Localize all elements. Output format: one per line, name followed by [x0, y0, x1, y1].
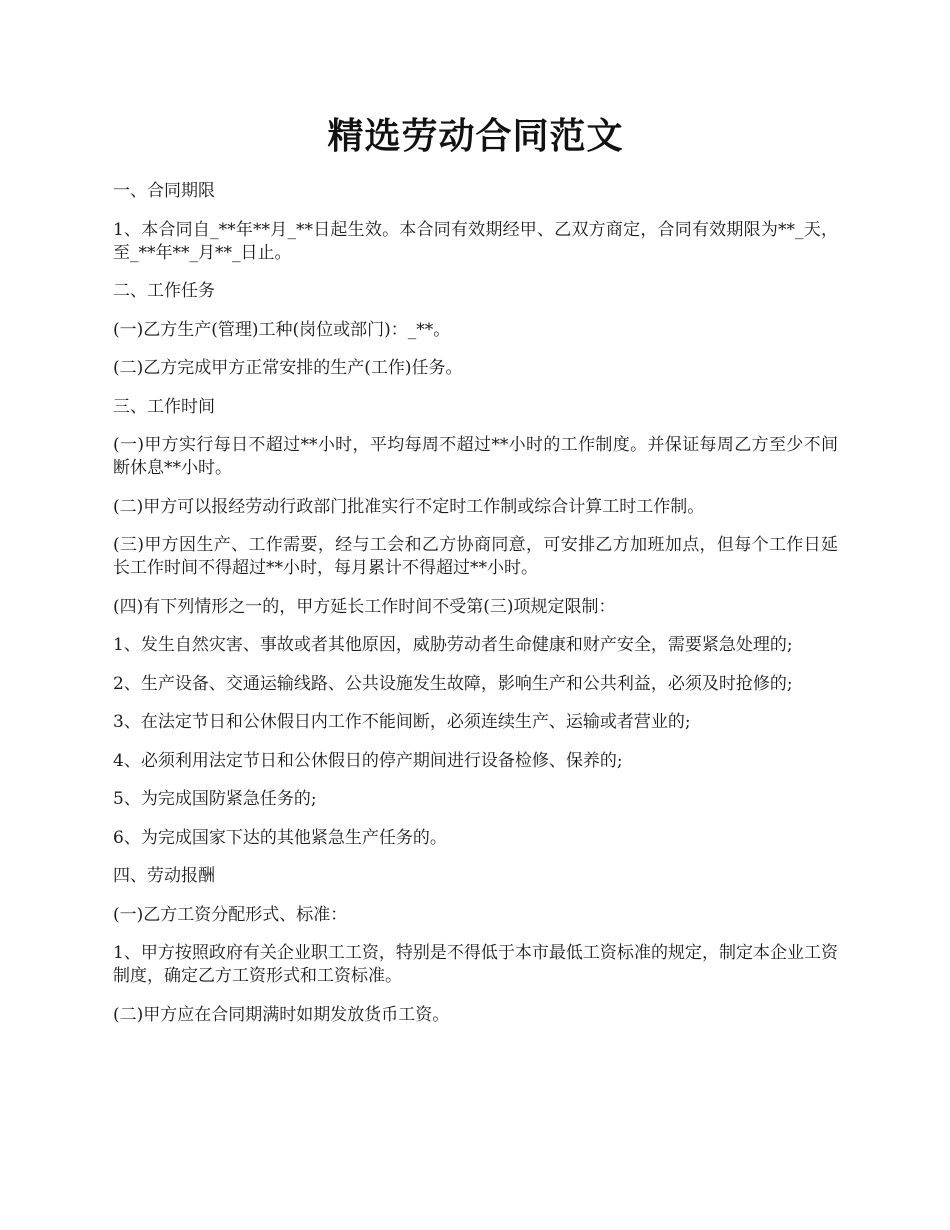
list-item-exception-6: 6、为完成国家下达的其他紧急生产任务的。 [113, 827, 447, 848]
paragraph-pay-standard: 1、甲方按照政府有关企业职工工资，特别是不得低于本市最低工资标准的规定，制定本企业工资制度，确定乙方工资形式和工资标准。 [113, 943, 838, 986]
paragraph-time-clause-3: (三)甲方因生产、工作需要，经与工会和乙方协商同意，可安排乙方加班加点，但每个工作日延长工作时间不得超过**小时，每月累计不得超过**小时。 [113, 535, 838, 578]
paragraph-task-clause-1: (一)乙方生产(管理)工种(岗位或部门)：_**。 [113, 319, 451, 340]
list-item-exception-1: 1、发生自然灾害、事故或者其他原因，威胁劳动者生命健康和财产安全，需要紧急处理的; [113, 635, 793, 655]
section-heading-remuneration: 四、劳动报酬 [113, 866, 215, 886]
document-title: 精选劳动合同范文 [327, 115, 624, 157]
paragraph-pay-clause-2: (二)甲方应在合同期满时如期发放货币工资。 [113, 1004, 450, 1025]
list-item-exception-4: 4、必须利用法定节日和公休假日的停产期间进行设备检修、保养的; [113, 750, 623, 771]
paragraph-time-clause-2: (二)甲方可以报经劳动行政部门批准实行不定时工作制或综合计算工时工作制。 [113, 496, 705, 517]
list-item-exception-5: 5、为完成国防紧急任务的; [113, 789, 317, 809]
section-heading-work-task: 二、工作任务 [113, 281, 215, 301]
paragraph-pay-clause-1: (一)乙方工资分配形式、标准： [113, 904, 348, 925]
section-heading-work-time: 三、工作时间 [113, 396, 215, 417]
paragraph-task-clause-2: (二)乙方完成甲方正常安排的生产(工作)任务。 [113, 358, 463, 378]
section-heading-term: 一、合同期限 [113, 181, 215, 201]
paragraph-term-clause-1: 1、本合同自_**年**月_**日起生效。本合同有效期经甲、乙双方商定，合同有效期限为**_天，至_**年**_月**_日止。 [113, 219, 838, 263]
paragraph-time-clause-1: (一)甲方实行每日不超过**小时，平均每周不超过**小时的工作制度。并保证每周乙方至少不间断休息**小时。 [113, 435, 838, 478]
list-item-exception-2: 2、生产设备、交通运输线路、公共设施发生故障，影响生产和公共利益，必须及时抢修的; [113, 673, 793, 694]
paragraph-time-clause-4: (四)有下列情形之一的，甲方延长工作时间不受第(三)项规定限制： [113, 596, 616, 617]
document-body [113, 180, 838, 1027]
list-item-exception-3: 3、在法定节日和公休假日内工作不能间断，必须连续生产、运输或者营业的; [113, 712, 691, 732]
